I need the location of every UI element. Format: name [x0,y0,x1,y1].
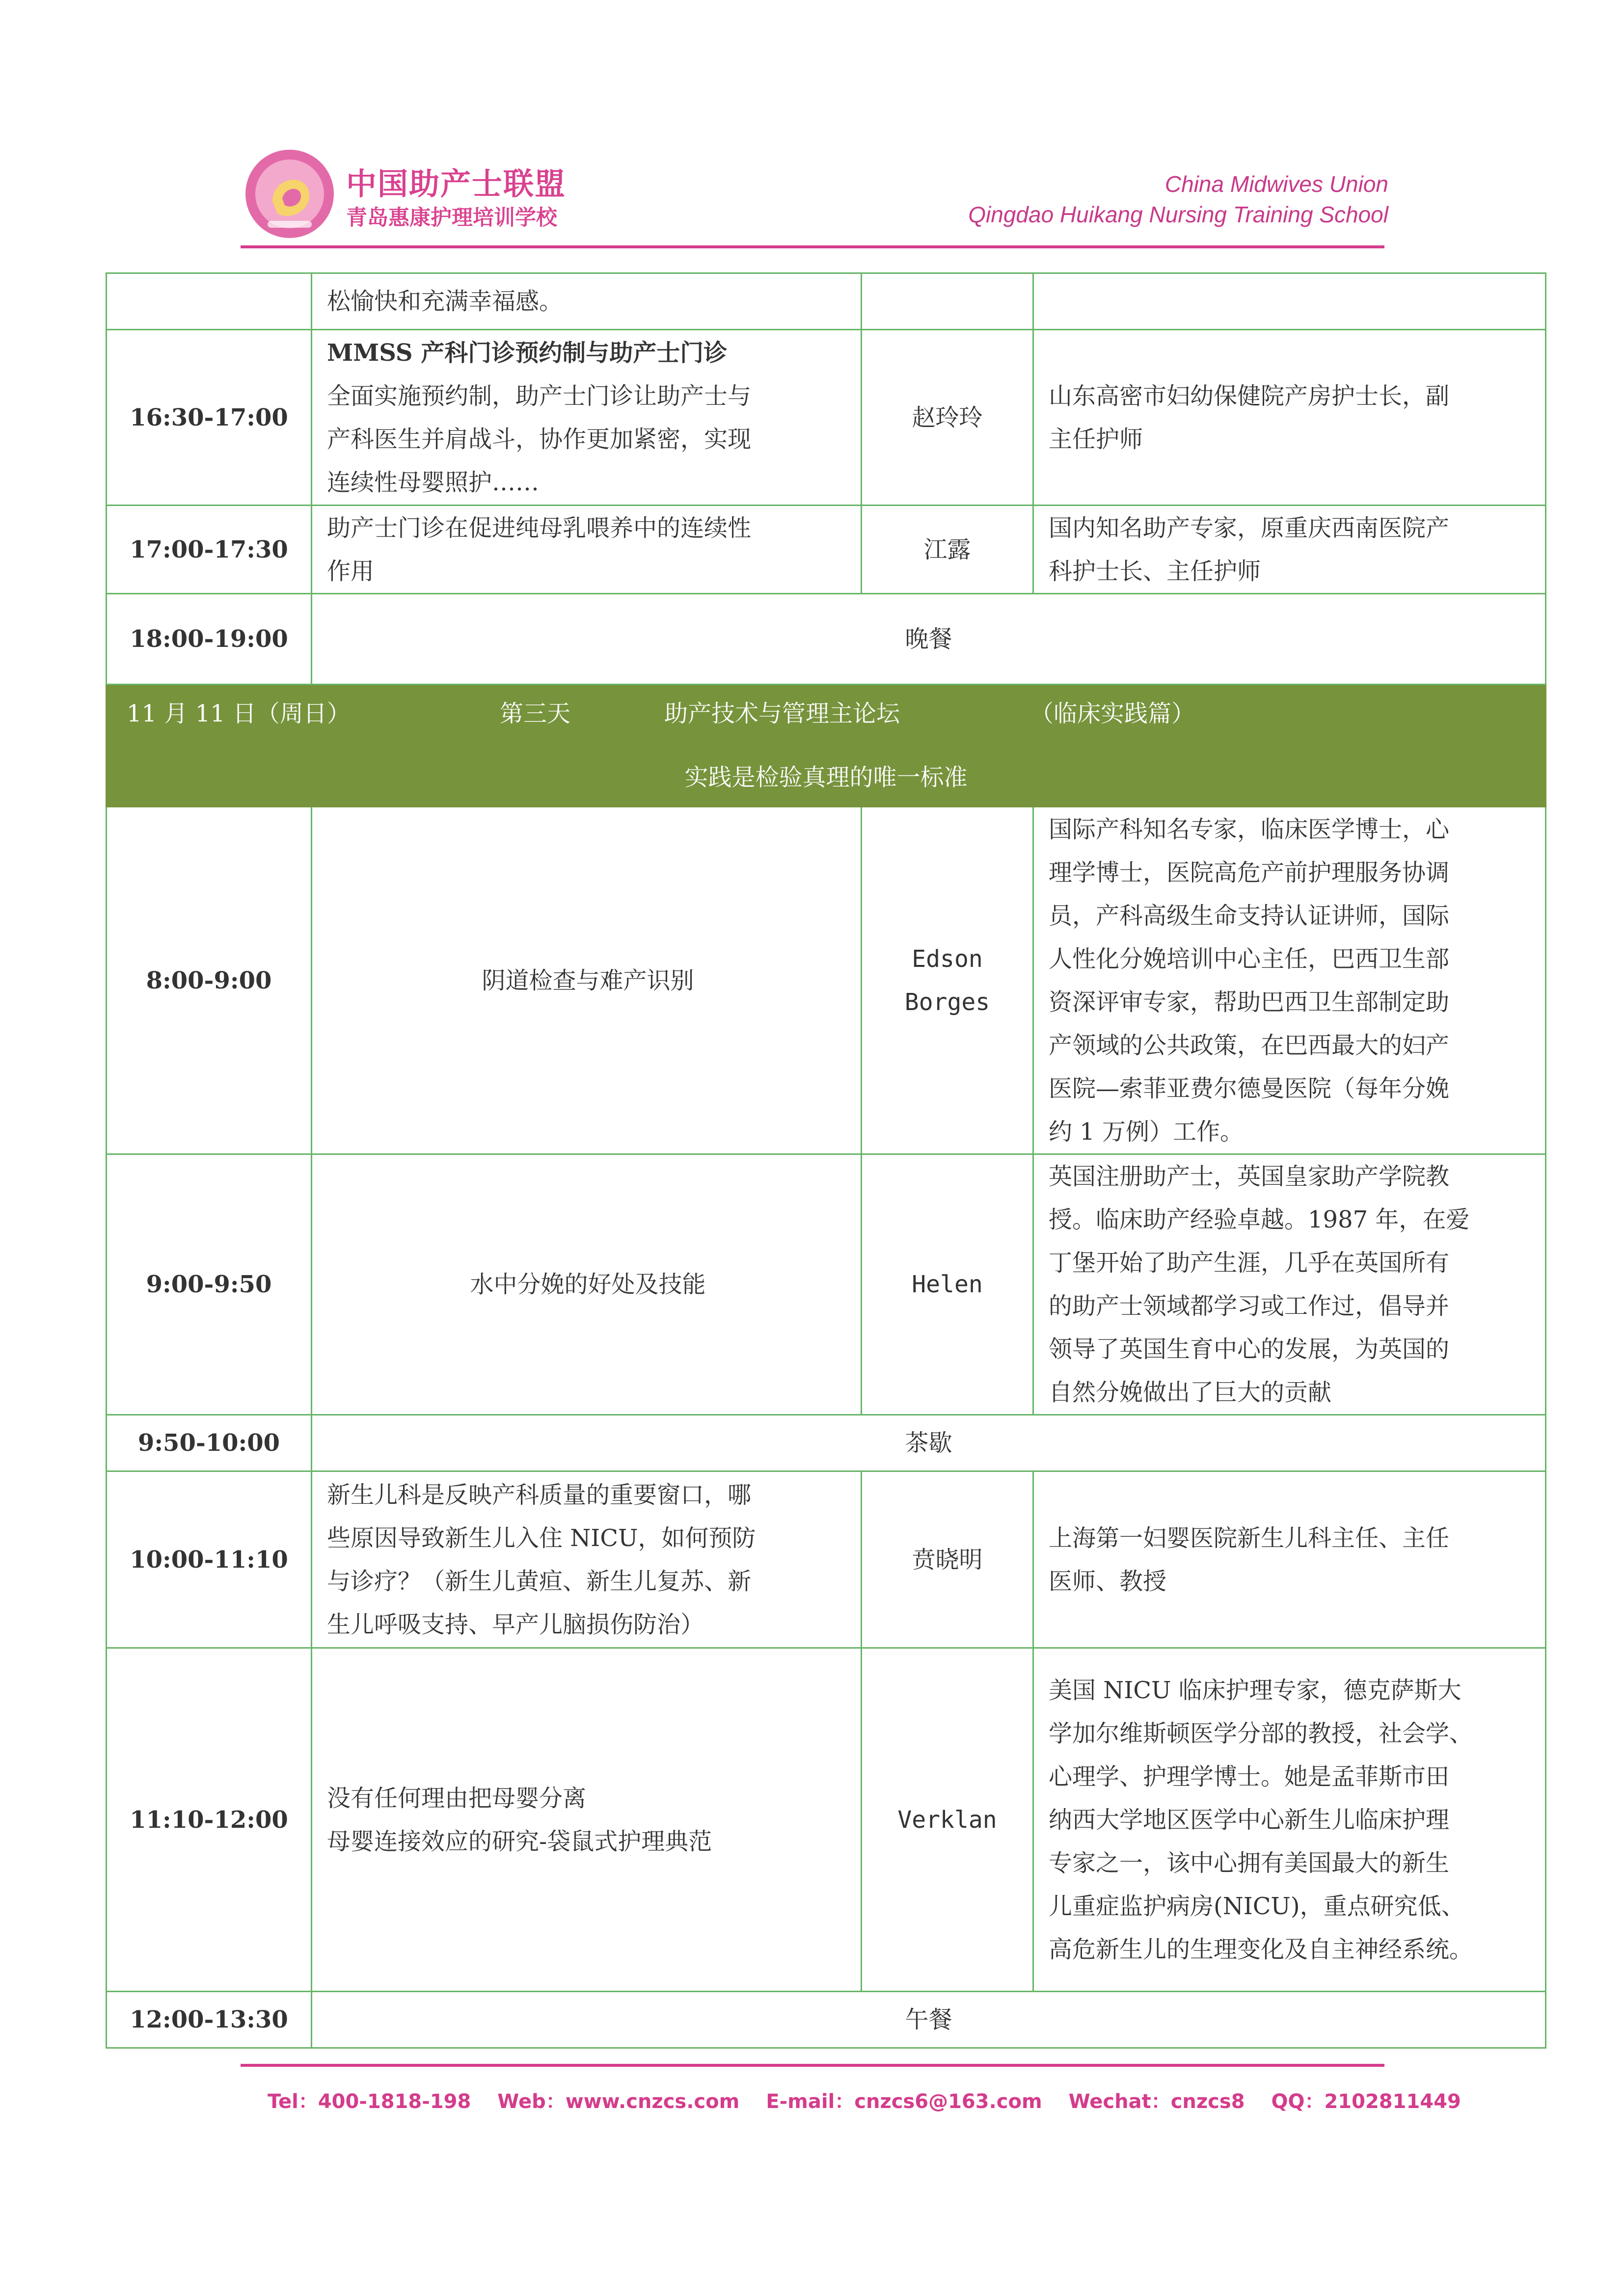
time-cell: 16:30-17:00 [107,330,312,506]
bio-line: 丁堡开始了助产生涯，几乎在英国所有 [1049,1249,1450,1277]
banner-date: 11 月 11 日（周日） [127,700,351,727]
bio-line: 医院—索菲亚费尔德曼医院（每年分娩 [1049,1074,1450,1102]
bio-cell [1033,330,1546,506]
speaker-cell: 赵玲玲 [862,330,1033,506]
bio-line: 医师、教授 [1049,1567,1167,1595]
bio-line: 国内知名助产专家，原重庆西南医院产 [1049,514,1450,542]
topic-cell [312,330,862,506]
topic-line: 产科医生并肩战斗，协作更加紧密，实现 [327,425,752,453]
bio-line: 员，产科高级生命支持认证讲师，国际 [1049,902,1450,930]
topic-line: 些原因导致新生儿入住 NICU，如何预防 [327,1524,756,1552]
table-row [107,807,1546,1154]
bio-cell [1033,1154,1546,1415]
topic-line: 母婴连接效应的研究-袋鼠式护理典范 [327,1827,712,1855]
bio-line: 理学博士，医院高危产前护理服务协调 [1049,858,1450,886]
bio-line: 资深评审专家，帮助巴西卫生部制定助 [1049,988,1450,1016]
time-cell: 18:00-19:00 [107,594,312,685]
bio-cell [1033,807,1546,1154]
banner-category: （临床实践篇） [1030,700,1195,727]
time-cell: 10:00-11:10 [107,1471,312,1648]
day-banner-row [107,685,1546,807]
topic-title: MMSS 产科门诊预约制与助产士门诊 [327,339,728,367]
bio-cell [1033,1648,1546,1992]
bio-line: 的助产士领域都学习或工作过，倡导并 [1049,1292,1450,1320]
table-row [107,594,1546,685]
topic-cell: 阴道检查与难产识别 [312,807,862,1154]
header-divider [241,245,1384,248]
bio-cell [1033,273,1546,330]
bio-line: 儿重症监护病房(NICU)，重点研究低、 [1049,1892,1465,1920]
table-row [107,1415,1546,1471]
topic-cell [312,1648,862,1992]
table-row [107,1154,1546,1415]
time-cell: 11:10-12:00 [107,1648,312,1992]
topic-cell [312,1471,862,1648]
bio-cell [1033,1471,1546,1648]
footer-qq: QQ：2102811449 [1271,2090,1461,2113]
bio-line: 英国注册助产士，英国皇家助产学院教 [1049,1163,1450,1190]
bio-line: 人性化分娩培训中心主任，巴西卫生部 [1049,945,1450,973]
header-english-school: Qingdao Huikang Nursing Training School [968,202,1388,227]
table-row [107,1648,1546,1992]
topic-line: 连续性母婴照护…… [327,468,540,496]
time-cell: 17:00-17:30 [107,506,312,594]
banner-title: 助产技术与管理主论坛 [664,700,900,727]
table-row [107,506,1546,594]
bio-line: 自然分娩做出了巨大的贡献 [1049,1379,1332,1406]
logo-school-name: 青岛惠康护理培训学校 [346,206,557,230]
speaker-line: Edson [912,945,983,973]
bio-line: 国际产科知名专家，临床医学博士，心 [1049,815,1450,843]
footer-web: Web：www.cnzcs.com [497,2090,740,2113]
bio-line: 约 1 万例）工作。 [1049,1118,1244,1146]
topic-cell: 松愉快和充满幸福感。 [312,273,862,330]
banner-day: 第三天 [500,700,571,727]
time-cell [107,273,312,330]
topic-line: 与诊疗？（新生儿黄疸、新生儿复苏、新 [327,1567,752,1595]
table-row [107,273,1546,330]
footer-wechat: Wechat：cnzcs8 [1068,2090,1245,2113]
topic-line: 生儿呼吸支持、早产儿脑损伤防治） [327,1610,704,1638]
speaker-line: Borges [904,988,990,1016]
banner-motto: 实践是检验真理的唯一标准 [684,764,968,791]
time-cell: 9:00-9:50 [107,1154,312,1415]
midwife-union-logo-icon [243,147,336,240]
bio-line: 学加尔维斯顿医学分部的教授，社会学、 [1049,1719,1473,1747]
bio-cell [1033,506,1546,594]
bio-line: 上海第一妇婴医院新生儿科主任、主任 [1049,1524,1450,1552]
time-cell: 12:00-13:30 [107,1992,312,2048]
bio-line: 山东高密市妇幼保健院产房护士长，副 [1049,382,1450,410]
topic-line: 作用 [327,557,375,585]
table-row [107,1992,1546,2048]
letterhead [0,0,1624,255]
merged-cell: 晚餐 [312,594,1546,685]
topic-cell [312,506,862,594]
topic-line: 新生儿科是反映产科质量的重要窗口，哪 [327,1481,752,1509]
bio-line: 主任护师 [1049,425,1143,453]
topic-line: 没有任何理由把母婴分离 [327,1784,587,1812]
merged-cell: 午餐 [312,1992,1546,2048]
bio-line: 产领域的公共政策，在巴西最大的妇产 [1049,1031,1450,1059]
day-banner [107,685,1546,807]
bio-line: 授。临床助产经验卓越。1987 年，在爱 [1049,1206,1470,1233]
bio-line: 纳西大学地区医学中心新生儿临床护理 [1049,1806,1450,1834]
speaker-cell: Verklan [862,1648,1033,1992]
bio-line: 领导了英国生育中心的发展，为英国的 [1049,1335,1450,1363]
time-cell: 8:00-9:00 [107,807,312,1154]
topic-cell: 水中分娩的好处及技能 [312,1154,862,1415]
footer-tel: Tel：400-1818-198 [268,2090,471,2113]
logo-chinese-name: 中国助产士联盟 [346,166,567,202]
merged-cell: 茶歇 [312,1415,1546,1471]
footer-email: E-mail：cnzcs6@163.com [766,2090,1042,2113]
header-english-union: China Midwives Union [1164,171,1388,197]
time-cell: 9:50-10:00 [107,1415,312,1471]
speaker-cell: 江露 [862,506,1033,594]
topic-line: 助产士门诊在促进纯母乳喂养中的连续性 [327,514,752,542]
speaker-cell [862,273,1033,330]
speaker-cell: Helen [862,1154,1033,1415]
speaker-cell: 贲晓明 [862,1471,1033,1648]
schedule-table [106,272,1546,2049]
footer-divider [241,2064,1384,2067]
footer-contacts [268,2086,1481,2114]
speaker-cell [862,807,1033,1154]
table-row [107,330,1546,506]
topic-line: 全面实施预约制，助产士门诊让助产士与 [327,382,752,410]
bio-line: 科护士长、主任护师 [1049,557,1261,585]
bio-line: 美国 NICU 临床护理专家，德克萨斯大 [1049,1676,1462,1704]
bio-line: 心理学、护理学博士。她是孟菲斯市田 [1049,1762,1450,1790]
table-row [107,1471,1546,1648]
bio-line: 高危新生儿的生理变化及自主神经系统。 [1049,1935,1473,1963]
bio-line: 专家之一，该中心拥有美国最大的新生 [1049,1849,1450,1877]
